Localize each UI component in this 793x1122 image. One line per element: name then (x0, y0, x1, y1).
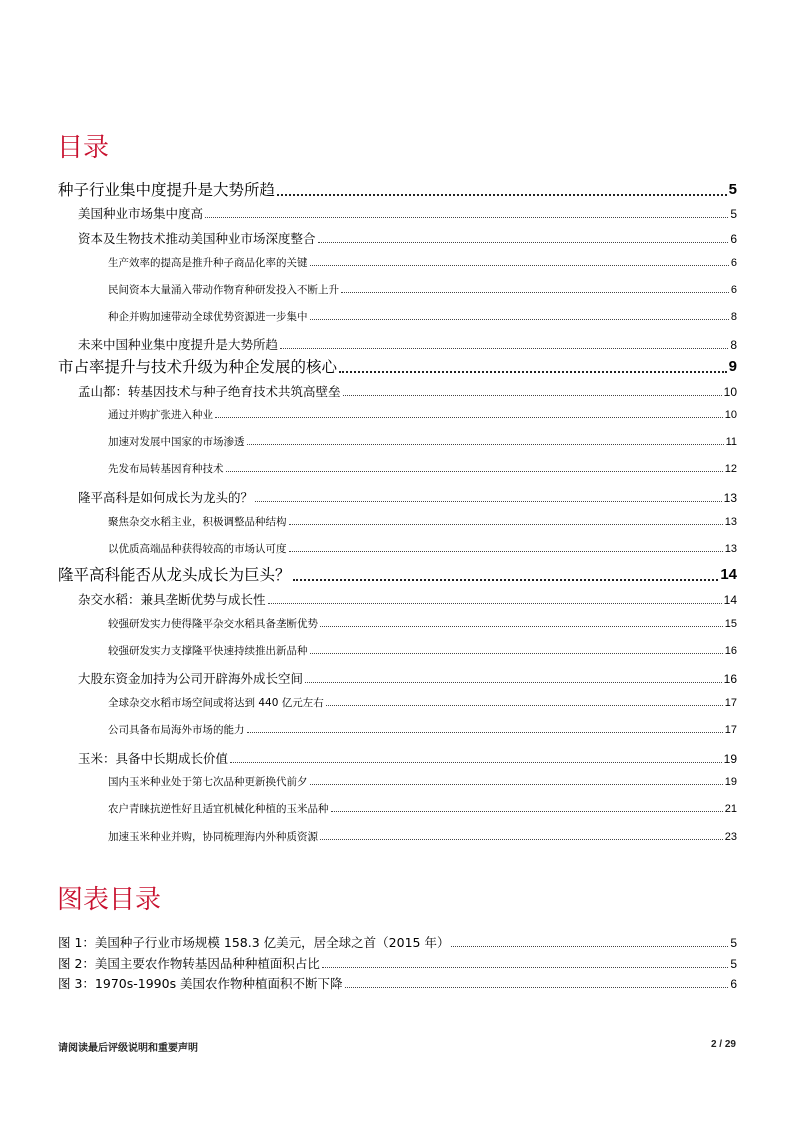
toc-entry[interactable] (108, 460, 737, 476)
figure-entry[interactable] (58, 954, 737, 972)
dot-leader (345, 987, 729, 988)
toc-entry-title: 通过并购扩张进入种业 (108, 409, 213, 421)
toc-entry-page: 6 (730, 257, 737, 269)
dot-leader (451, 946, 728, 947)
toc-entry-title: 全球杂交水稻市场空间或将达到 440 亿元左右 (108, 697, 324, 709)
toc-entry-page: 14 (720, 566, 737, 583)
figure-entry-title: 图 2：美国主要农作物转基因品种种植面积占比 (58, 956, 320, 971)
toc-entry[interactable] (78, 229, 737, 247)
toc-entry-page: 19 (724, 776, 737, 788)
dot-leader (320, 626, 723, 627)
toc-entry-title: 以优质高端品种获得较高的市场认可度 (108, 543, 287, 555)
dot-leader (280, 348, 728, 349)
dot-leader (289, 551, 723, 552)
toc-entry-title: 隆平高科是如何成长为龙头的？ (78, 490, 254, 505)
toc-entry[interactable] (108, 694, 737, 710)
toc-entry-page: 10 (724, 409, 737, 421)
toc-entry-page: 9 (728, 358, 737, 375)
toc-entry-title: 美国种业市场集中度高 (78, 206, 204, 221)
toc-entry-title: 孟山都：转基因技术与种子绝育技术共筑高壁垒 (78, 384, 341, 399)
toc-entry-title: 未来中国种业集中度提升是大势所趋 (78, 337, 279, 352)
figure-entry-title: 图 3：1970s-1990s 美国农作物种植面积不断下降 (58, 976, 343, 991)
toc-entry-title: 先发布局转基因育种技术 (108, 463, 224, 475)
toc-entry[interactable] (58, 178, 737, 200)
toc-entry-page: 10 (723, 385, 737, 399)
dot-leader (310, 784, 723, 785)
toc-entry-page: 8 (730, 338, 737, 352)
toc-entry[interactable] (58, 563, 737, 585)
toc-entry[interactable] (108, 615, 737, 631)
toc-entry[interactable] (78, 669, 737, 687)
toc-entry-title: 种企并购加速带动全球优势资源进一步集中 (108, 311, 308, 323)
toc-entry-page: 8 (730, 311, 737, 323)
dot-leader (255, 501, 722, 502)
toc-entry-page: 13 (724, 516, 737, 528)
toc-entry-title: 公司具备布局海外市场的能力 (108, 724, 245, 736)
toc-entry-page: 16 (724, 645, 737, 657)
figure-entry-page: 5 (730, 936, 737, 950)
toc-entry-page: 5 (730, 207, 737, 221)
footer-disclaimer: 请阅读最后评级说明和重要声明 (58, 1043, 198, 1054)
dot-leader (205, 217, 728, 218)
figure-entry-page: 5 (730, 957, 737, 971)
toc-entry-page: 13 (723, 491, 737, 505)
toc-entry-title: 民间资本大量涌入带动作物育种研发投入不断上升 (108, 284, 339, 296)
toc-entry[interactable] (108, 540, 737, 556)
toc-entry-title: 玉米：具备中长期成长价值 (78, 751, 229, 766)
toc-entry[interactable] (108, 773, 737, 789)
figure-entry[interactable] (58, 974, 737, 992)
dot-leader (310, 265, 729, 266)
dot-leader (268, 603, 722, 604)
dot-leader (310, 653, 723, 654)
toc-entry-page: 6 (730, 232, 737, 246)
toc-entry-page: 16 (723, 672, 737, 686)
dot-leader (331, 811, 723, 812)
toc-entry-page: 11 (725, 436, 737, 448)
toc-entry[interactable] (78, 204, 737, 222)
dot-leader (230, 762, 722, 763)
toc-entry[interactable] (78, 749, 737, 767)
toc-entry-title: 大股东资金加持为公司开辟海外成长空间 (78, 671, 304, 686)
figure-entry-page: 6 (730, 977, 737, 991)
dot-leader (322, 967, 728, 968)
toc-entry-title: 资本及生物技术推动美国种业市场深度整合 (78, 231, 316, 246)
dot-leader (310, 319, 729, 320)
toc-entry[interactable] (108, 828, 737, 844)
dot-leader (320, 839, 723, 840)
figures-heading: 图表目录 (57, 885, 162, 915)
figure-entry[interactable] (58, 933, 737, 951)
dot-leader (326, 705, 723, 706)
toc-entry-page: 17 (724, 724, 737, 736)
toc-entry-page: 21 (724, 803, 737, 815)
toc-entry-title: 较强研发实力使得隆平杂交水稻具备垄断优势 (108, 618, 318, 630)
toc-entry[interactable] (108, 721, 737, 737)
dot-leader (215, 417, 723, 418)
toc-entry[interactable] (108, 513, 737, 529)
toc-entry-title: 种子行业集中度提升是大势所趋 (58, 181, 276, 199)
toc-entry[interactable] (108, 281, 737, 297)
toc-entry-title: 加速玉米种业并购，协同梳理海内外种质资源 (108, 831, 318, 843)
toc-entry-page: 19 (723, 752, 737, 766)
figure-entry-title: 图 1：美国种子行业市场规模 158.3 亿美元，居全球之首（2015 年） (58, 935, 450, 950)
toc-entry-title: 农户青睐抗逆性好且适宜机械化种植的玉米品种 (108, 803, 329, 815)
dot-leader (318, 242, 729, 243)
dot-leader (277, 194, 727, 196)
toc-entry[interactable] (78, 590, 737, 608)
dot-leader (247, 444, 724, 445)
dot-leader (305, 682, 722, 683)
toc-entry-page: 6 (730, 284, 737, 296)
toc-entry[interactable] (108, 406, 737, 422)
toc-entry-title: 生产效率的提高是推升种子商品化率的关键 (108, 257, 308, 269)
toc-entry-title: 加速对发展中国家的市场渗透 (108, 436, 245, 448)
toc-entry[interactable] (78, 335, 737, 353)
toc-entry[interactable] (108, 433, 737, 449)
toc-entry[interactable] (108, 800, 737, 816)
dot-leader (339, 371, 727, 373)
toc-entry-page: 5 (728, 181, 737, 198)
toc-entry-page: 23 (724, 831, 737, 843)
toc-entry-title: 国内玉米种业处于第七次品种更新换代前夕 (108, 776, 308, 788)
toc-entry-page: 17 (724, 697, 737, 709)
dot-leader (341, 292, 729, 293)
dot-leader (226, 471, 723, 472)
toc-entry-title: 杂交水稻：兼具垄断优势与成长性 (78, 592, 266, 607)
toc-entry[interactable] (108, 642, 737, 658)
toc-entry-page: 14 (723, 593, 737, 607)
toc-entry-title: 市占率提升与技术升级为种企发展的核心 (58, 358, 338, 376)
toc-entry-page: 12 (724, 463, 737, 475)
toc-entry[interactable] (78, 382, 737, 400)
toc-entry[interactable] (78, 488, 737, 506)
toc-entry-title: 隆平高科能否从龙头成长为巨头？ (58, 566, 291, 584)
dot-leader (247, 732, 723, 733)
toc-entry[interactable] (108, 254, 737, 270)
page-number: 2 / 29 (710, 1039, 736, 1050)
toc-entry-title: 聚焦杂交水稻主业，积极调整品种结构 (108, 516, 287, 528)
toc-entry[interactable] (58, 355, 737, 377)
dot-leader (343, 395, 722, 396)
toc-entry[interactable] (108, 308, 737, 324)
dot-leader (289, 524, 723, 525)
toc-entry-title: 较强研发实力支撑隆平快速持续推出新品种 (108, 645, 308, 657)
toc-entry-page: 15 (724, 618, 737, 630)
toc-entry-page: 13 (724, 543, 737, 555)
dot-leader (293, 579, 719, 581)
toc-heading: 目录 (57, 133, 110, 163)
